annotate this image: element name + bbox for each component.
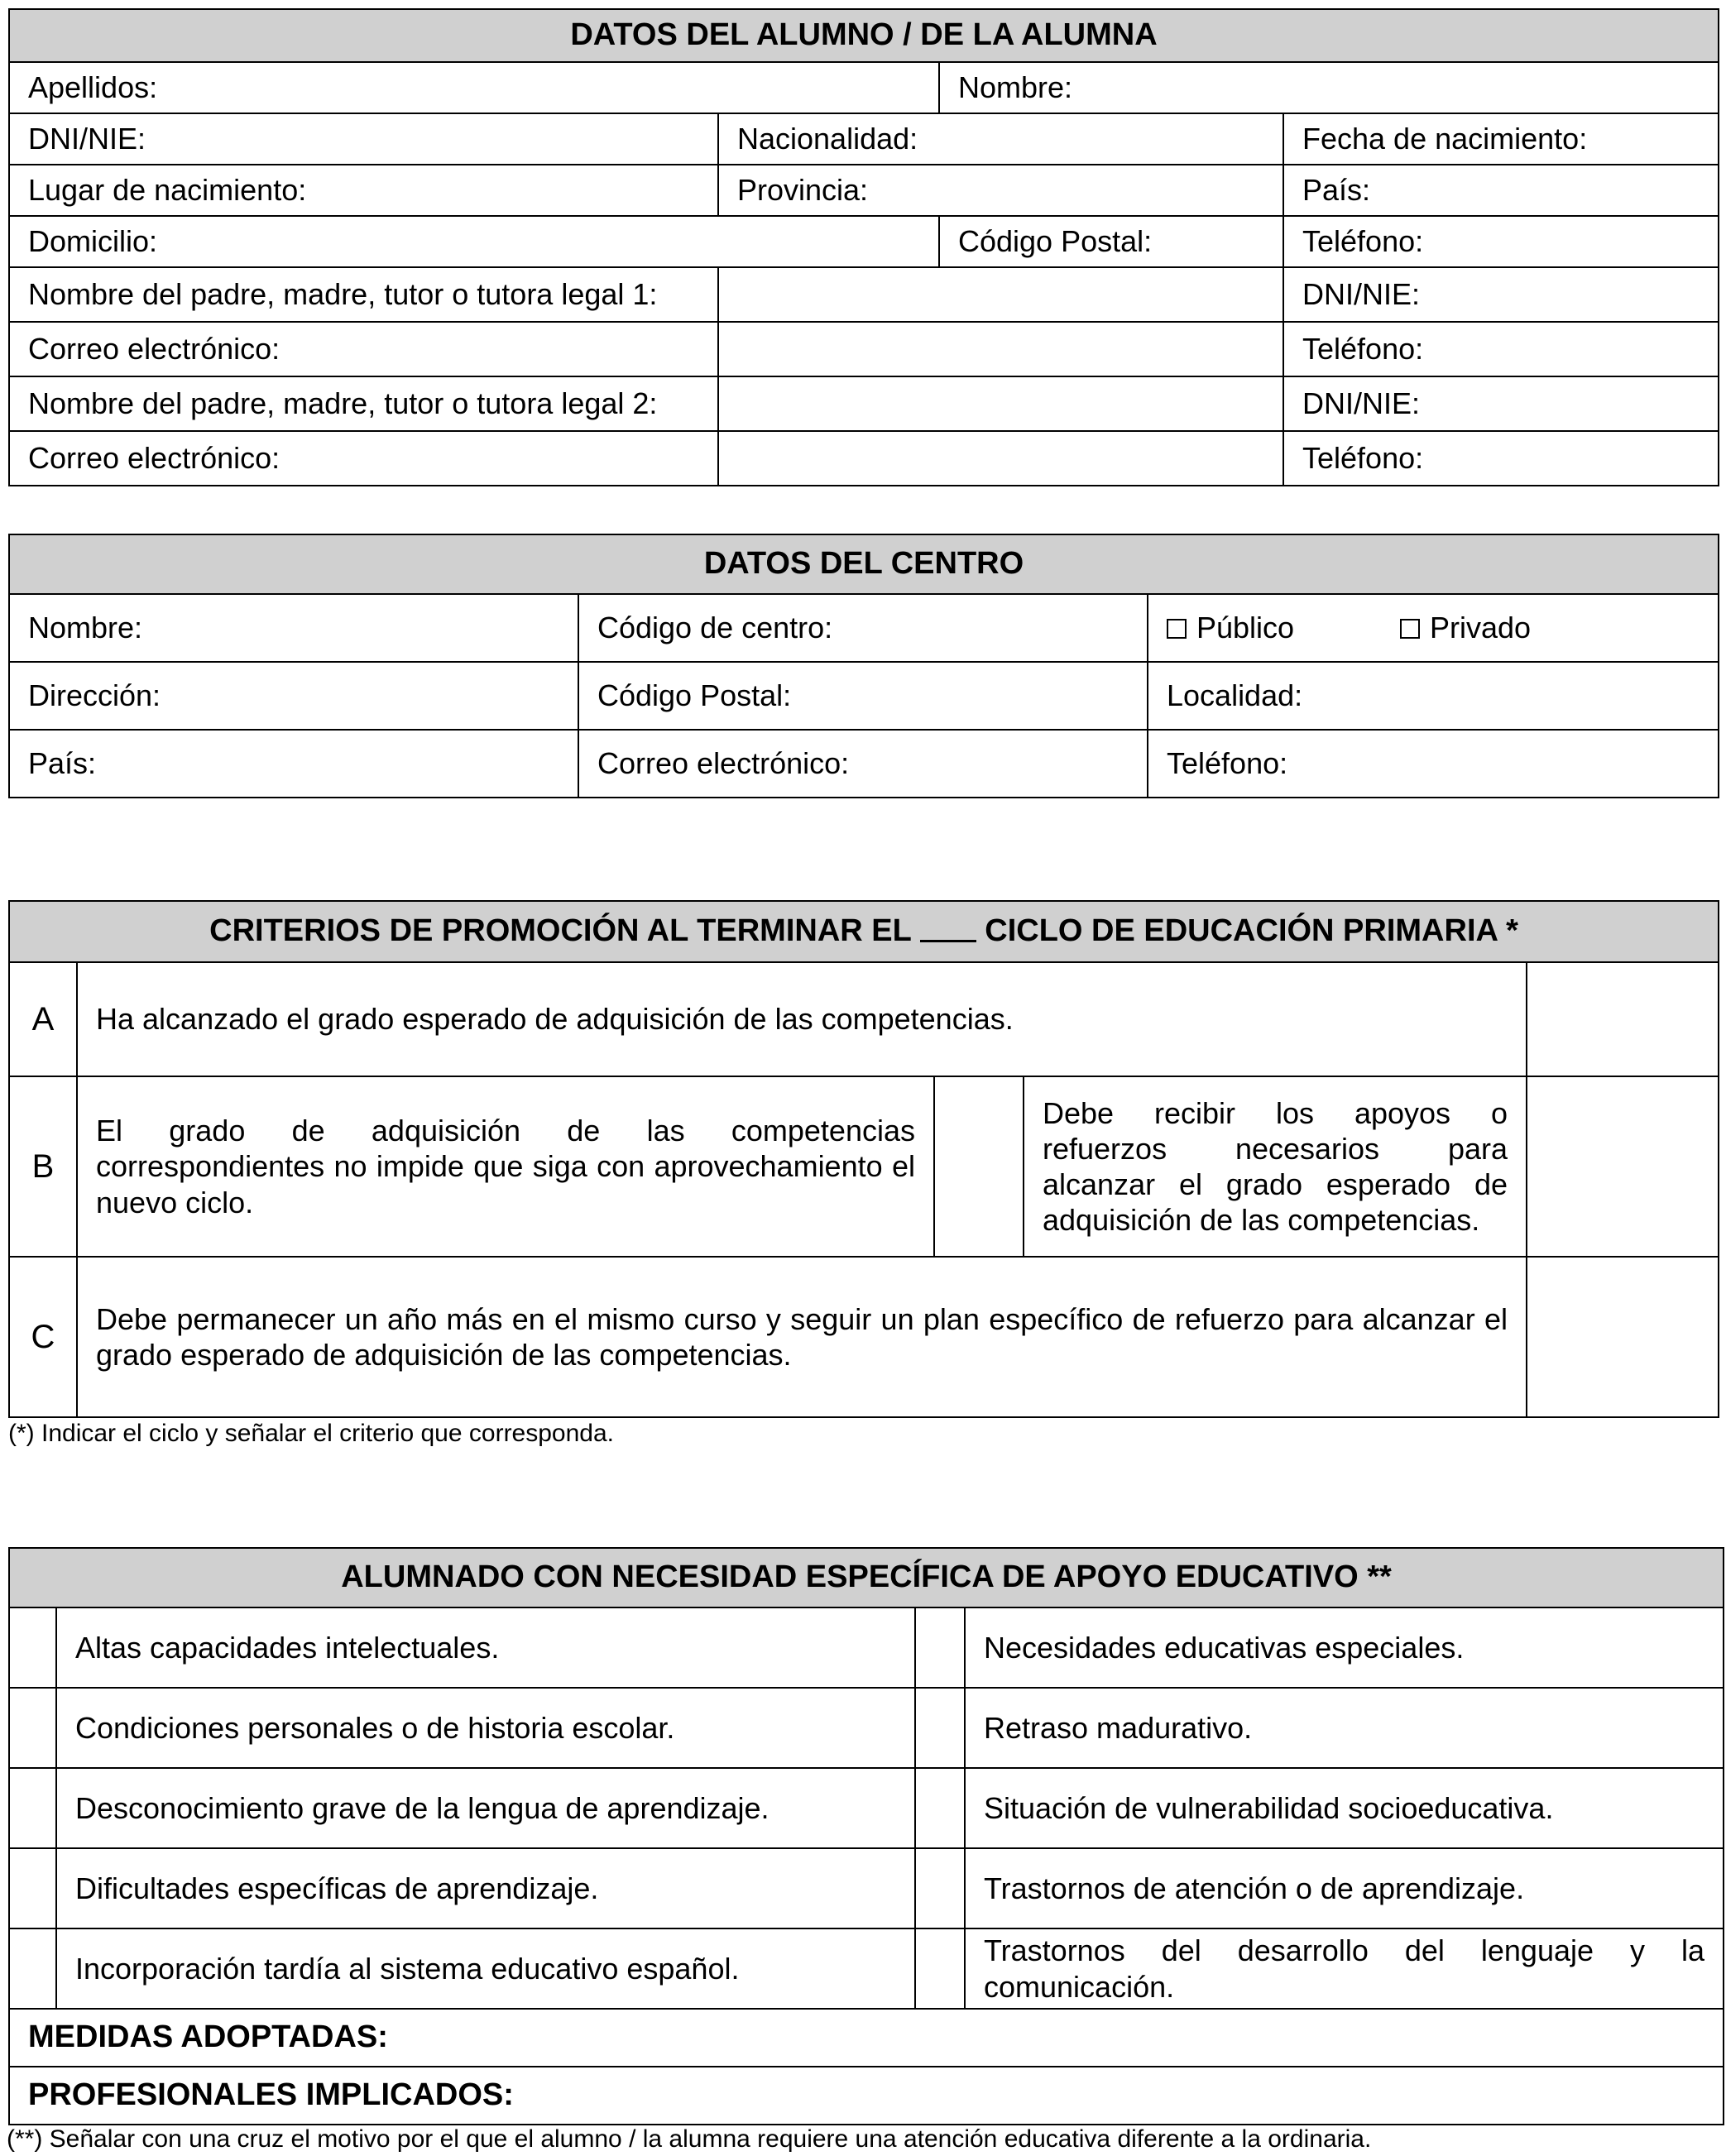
criteria-section-title: [9, 901, 1719, 962]
criterion-b-support-text: Debe recibir los apoyos o refuerzos necesarios para alcanzar el grado esperado de adquisición de las competencias.: [1024, 1076, 1527, 1257]
criterion-c-letter: C: [9, 1257, 77, 1417]
criterion-c-checkbox[interactable]: [1527, 1257, 1719, 1417]
country-field[interactable]: País:: [1283, 165, 1719, 216]
need-item: Incorporación tardía al sistema educativo español.: [56, 1928, 915, 2009]
school-name-field[interactable]: Nombre:: [9, 594, 578, 662]
school-locality-field[interactable]: Localidad:: [1148, 662, 1719, 730]
need-item: Desconocimiento grave de la lengua de aprendizaje.: [56, 1768, 915, 1848]
school-type-cell: [1148, 594, 1719, 662]
need-item: Condiciones personales o de historia escolar.: [56, 1688, 915, 1768]
need-item: Trastornos de atención o de aprendizaje.: [965, 1848, 1724, 1928]
language-unfamiliarity-checkbox[interactable]: [9, 1768, 56, 1848]
address-field[interactable]: Domicilio:: [9, 216, 939, 267]
private-label: Privado: [1430, 611, 1532, 645]
guardian2-dni-field[interactable]: DNI/NIE:: [1283, 376, 1719, 431]
name-field[interactable]: Nombre:: [939, 62, 1719, 113]
need-item: Necesidades educativas especiales.: [965, 1607, 1724, 1688]
criteria-title-end: CICLO DE EDUCACIÓN PRIMARIA *: [985, 913, 1518, 949]
guardian1-phone-field[interactable]: Teléfono:: [1283, 322, 1719, 376]
need-item: Retraso madurativo.: [965, 1688, 1724, 1768]
guardian1-label: Nombre del padre, madre, tutor o tutora legal 1:: [9, 267, 718, 322]
gifted-checkbox[interactable]: [9, 1607, 56, 1688]
guardian1-email-label: Correo electrónico:: [9, 322, 718, 376]
special-needs-checkbox[interactable]: [915, 1607, 965, 1688]
school-phone-field[interactable]: Teléfono:: [1148, 730, 1719, 798]
school-address-field[interactable]: Dirección:: [9, 662, 578, 730]
public-label: Público: [1196, 611, 1295, 645]
special-needs-footnote: (**) Señalar con una cruz el motivo por el que el alumno / la alumna requiere una atención educativa diferente a la ordinaria.: [7, 2125, 1372, 2153]
need-item: Trastornos del desarrollo del lenguaje y la comunicación.: [965, 1928, 1724, 2009]
personal-conditions-checkbox[interactable]: [9, 1688, 56, 1768]
late-incorporation-checkbox[interactable]: [9, 1928, 56, 2009]
measures-taken-field[interactable]: MEDIDAS ADOPTADAS:: [9, 2009, 1724, 2067]
criteria-footnote: (*) Indicar el ciclo y señalar el criterio que corresponda.: [8, 1420, 614, 1447]
guardian1-email-input[interactable]: [718, 322, 1283, 376]
dni-field[interactable]: DNI/NIE:: [9, 113, 718, 165]
professionals-field[interactable]: PROFESIONALES IMPLICADOS:: [9, 2067, 1724, 2125]
need-item: Altas capacidades intelectuales.: [56, 1607, 915, 1688]
guardian2-label: Nombre del padre, madre, tutor o tutora legal 2:: [9, 376, 718, 431]
criterion-c-text: Debe permanecer un año más en el mismo curso y seguir un plan específico de refuerzo para alcanzar el grado esperado de adquisición de las competencias.: [77, 1257, 1527, 1417]
province-field[interactable]: Provincia:: [718, 165, 1283, 216]
special-needs-section-title: ALUMNADO CON NECESIDAD ESPECÍFICA DE APOYO EDUCATIVO **: [9, 1548, 1724, 1607]
learning-difficulties-checkbox[interactable]: [9, 1848, 56, 1928]
criteria-title-start: CRITERIOS DE PROMOCIÓN AL TERMINAR EL: [209, 913, 912, 949]
vulnerability-checkbox[interactable]: [915, 1768, 965, 1848]
promotion-criteria-table: [8, 900, 1719, 1418]
phone-field[interactable]: Teléfono:: [1283, 216, 1719, 267]
criterion-b-text: El grado de adquisición de las competencias correspondientes no impide que siga con aprovechamiento el nuevo ciclo.: [77, 1076, 934, 1257]
guardian2-phone-field[interactable]: Teléfono:: [1283, 431, 1719, 486]
school-postal-code-field[interactable]: Código Postal:: [578, 662, 1148, 730]
birth-date-field[interactable]: Fecha de nacimiento:: [1283, 113, 1719, 165]
student-section-title: DATOS DEL ALUMNO / DE LA ALUMNA: [9, 9, 1719, 62]
attention-disorder-checkbox[interactable]: [915, 1848, 965, 1928]
surname-field[interactable]: Apellidos:: [9, 62, 939, 113]
need-item: Dificultades específicas de aprendizaje.: [56, 1848, 915, 1928]
school-email-field[interactable]: Correo electrónico:: [578, 730, 1148, 798]
guardian2-name-input[interactable]: [718, 376, 1283, 431]
guardian2-email-input[interactable]: [718, 431, 1283, 486]
school-data-table: [8, 534, 1719, 798]
maturity-delay-checkbox[interactable]: [915, 1688, 965, 1768]
guardian2-email-label: Correo electrónico:: [9, 431, 718, 486]
need-item: Situación de vulnerabilidad socioeducativa.: [965, 1768, 1724, 1848]
nationality-field[interactable]: Nacionalidad:: [718, 113, 1283, 165]
criterion-b-support-checkbox[interactable]: [934, 1076, 1024, 1257]
private-checkbox[interactable]: [1400, 619, 1420, 639]
special-needs-table: [8, 1547, 1724, 2125]
public-checkbox[interactable]: [1167, 619, 1187, 639]
criterion-b-checkbox[interactable]: [1527, 1076, 1719, 1257]
criterion-a-text: Ha alcanzado el grado esperado de adquisición de las competencias.: [77, 962, 1527, 1076]
guardian1-dni-field[interactable]: DNI/NIE:: [1283, 267, 1719, 322]
criterion-a-letter: A: [9, 962, 77, 1076]
postal-code-field[interactable]: Código Postal:: [939, 216, 1283, 267]
school-country-field[interactable]: País:: [9, 730, 578, 798]
student-data-table: [8, 8, 1719, 486]
guardian1-name-input[interactable]: [718, 267, 1283, 322]
birth-place-field[interactable]: Lugar de nacimiento:: [9, 165, 718, 216]
criterion-b-letter: B: [9, 1076, 77, 1257]
criterion-a-checkbox[interactable]: [1527, 962, 1719, 1076]
school-code-field[interactable]: Código de centro:: [578, 594, 1148, 662]
language-disorder-checkbox[interactable]: [915, 1928, 965, 2009]
school-section-title: DATOS DEL CENTRO: [9, 534, 1719, 594]
cycle-blank[interactable]: [920, 915, 976, 942]
